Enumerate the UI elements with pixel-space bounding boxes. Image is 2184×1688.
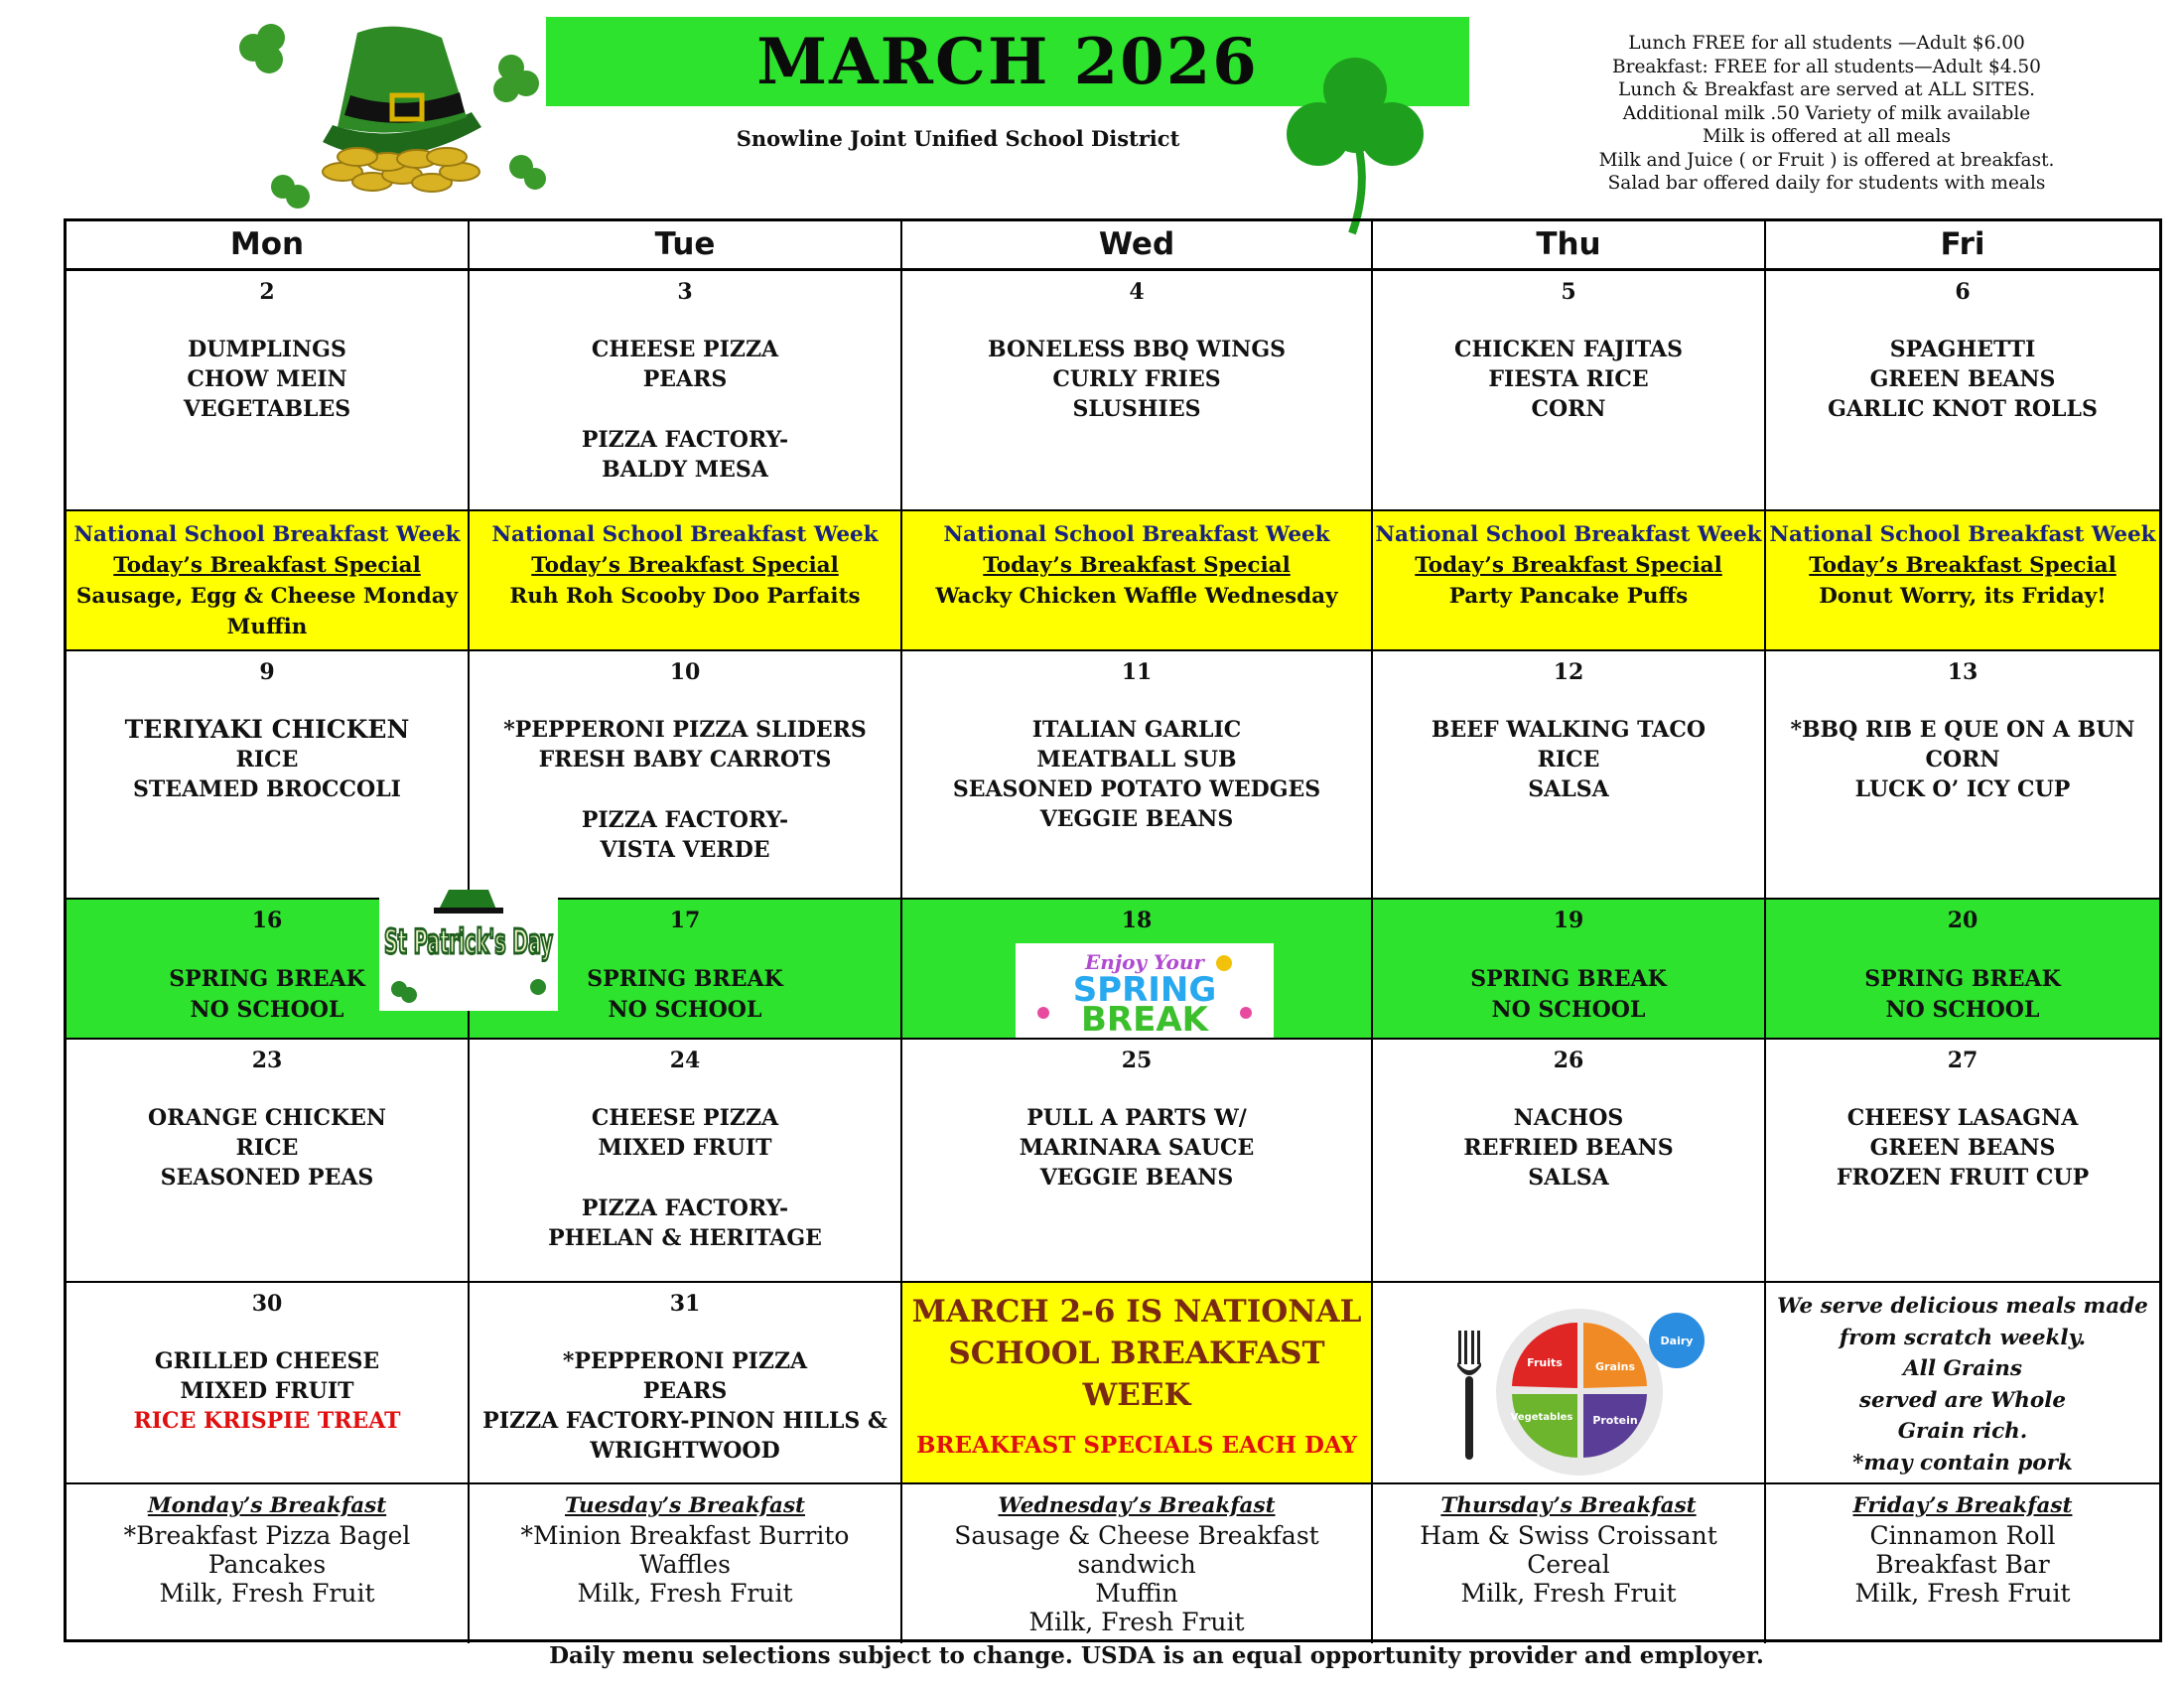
breakfast-item: Sausage & Cheese Breakfast sandwich (954, 1521, 1319, 1579)
menu-item: CURLY FRIES (1052, 366, 1221, 392)
menu-item: CHOW MEIN (187, 366, 347, 392)
footer-disclaimer: Daily menu selections subject to change. USDA is an equal opportunity provider and employer. (549, 1642, 1764, 1669)
lunch-menu (67, 335, 468, 424)
date-number: 19 (1553, 908, 1584, 933)
vegetables-label: Vegetables (1510, 1412, 1573, 1423)
menu-item: MIXED FRUIT (180, 1378, 354, 1404)
spring-break-cell (1766, 900, 2159, 1040)
spring-break-label: SPRING BREAK (1470, 966, 1667, 992)
special-item: Sausage, Egg & Cheese Monday Muffin (75, 584, 459, 639)
breakfast-heading: Monday’s Breakfast (147, 1493, 387, 1518)
breakfast-item: Cinnamon Roll (1869, 1521, 2056, 1550)
day-cell (1766, 1040, 2159, 1283)
lunch-menu (67, 1346, 468, 1436)
date-number: 20 (1947, 908, 1979, 933)
breakfast-heading: Wednesday’s Breakfast (998, 1493, 1276, 1518)
menu-item: PIZZA FACTORY- (581, 427, 789, 453)
date-number: 5 (1561, 279, 1576, 305)
note-line: from scratch weekly. (1839, 1325, 2087, 1350)
menu-item: PIZZA FACTORY- (581, 1196, 789, 1221)
menu-item: FIESTA RICE (1488, 366, 1649, 392)
menu-item: *PEPPERONI PIZZA (562, 1348, 808, 1374)
date-number: 6 (1955, 279, 1971, 305)
day-header-thu: Thu (1373, 221, 1766, 271)
menu-item: SALSA (1528, 1165, 1609, 1191)
menu-item: RICE (1537, 747, 1600, 773)
menu-item: *PEPPERONI PIZZA SLIDERS (503, 717, 867, 743)
menu-item: CHEESE PIZZA (591, 337, 779, 362)
breakfast-week-label: National School Breakfast Week (1769, 522, 2156, 547)
menu-item: TERIYAKI CHICKEN (124, 715, 410, 744)
breakfast-item: Breakfast Bar (1875, 1550, 2050, 1579)
special-item: Ruh Roh Scooby Doo Parfaits (509, 584, 861, 609)
day-cell (67, 1040, 470, 1283)
menu-item: SPAGHETTI (1889, 337, 2036, 362)
breakfast-heading: Friday’s Breakfast (1852, 1493, 2073, 1518)
lunch-menu (470, 1346, 900, 1466)
breakfast-item: *Breakfast Pizza Bagel (123, 1521, 411, 1550)
notice-heading (912, 1291, 1362, 1416)
menu-item: SEASONED POTATO WEDGES (952, 776, 1321, 802)
menu-item: NACHOS (1513, 1105, 1624, 1131)
menu-item: GREEN BEANS (1869, 366, 2056, 392)
menu-item: CORN (1531, 396, 1606, 422)
breakfast-heading: Thursday’s Breakfast (1440, 1493, 1697, 1518)
todays-special-label: Today’s Breakfast Special (531, 553, 839, 578)
menu-item: BONELESS BBQ WINGS (987, 337, 1287, 362)
note-line: served are Whole (1858, 1387, 2067, 1413)
shamrock-icon (1281, 50, 1430, 238)
breakfast-item: Cereal (1527, 1550, 1610, 1579)
menu-item: BALDY MESA (602, 457, 768, 483)
spring-break-label: SPRING BREAK (169, 966, 365, 992)
no-school-label: NO SCHOOL (1885, 997, 2040, 1023)
menu-item: PULL A PARTS W/ (1026, 1105, 1247, 1131)
lunch-menu (1766, 715, 2159, 804)
breakfast-cell (1373, 1484, 1766, 1643)
note-line: We serve delicious meals made (1777, 1294, 2148, 1319)
no-school-label: NO SCHOOL (608, 997, 762, 1023)
menu-item: FROZEN FRUIT CUP (1836, 1165, 2090, 1191)
breakfast-week-label: National School Breakfast Week (491, 522, 879, 547)
lunch-menu (902, 1103, 1371, 1193)
menu-item: GRILLED CHEESE (154, 1348, 380, 1374)
scratch-cooking-note (1766, 1283, 2159, 1484)
date-number: 16 (251, 908, 283, 933)
breakfast-item: Ham & Swiss Croissant (1420, 1521, 1717, 1550)
meal-pricing-info (1554, 32, 2100, 196)
lunch-menu (902, 715, 1371, 834)
menu-item: VEGGIE BEANS (1039, 1165, 1234, 1191)
menu-item: WRIGHTWOOD (590, 1438, 780, 1464)
todays-special-label: Today’s Breakfast Special (1415, 553, 1722, 578)
day-cell (1766, 271, 2159, 511)
lunch-menu (470, 335, 900, 485)
breakfast-special-cell (1373, 511, 1766, 651)
menu-item: PHELAN & HERITAGE (548, 1225, 822, 1251)
date-number: 30 (251, 1291, 283, 1317)
spring-break-label: SPRING BREAK (1864, 966, 2061, 992)
menu-item: GARLIC KNOT ROLLS (1828, 396, 2098, 422)
menu-item: PIZZA FACTORY- (581, 807, 789, 833)
spring-break-cell (1373, 900, 1766, 1040)
page-title: MARCH 2026 (756, 24, 1259, 99)
menu-item: SLUSHIES (1072, 396, 1201, 422)
menu-item: *BBQ RIB E QUE ON A BUN (1790, 717, 2135, 743)
lunch-menu (1766, 335, 2159, 424)
fork-icon (1454, 1331, 1484, 1460)
notice-heading-line: MARCH 2-6 IS NATIONAL (911, 1294, 1362, 1330)
special-item: Donut Worry, its Friday! (1819, 584, 2107, 609)
day-cell (1373, 271, 1766, 511)
menu-item: STEAMED BROCCOLI (133, 776, 401, 802)
menu-item: VISTA VERDE (600, 837, 770, 863)
menu-item: REFRIED BEANS (1463, 1135, 1674, 1161)
breakfast-item: Milk, Fresh Fruit (159, 1579, 375, 1608)
lunch-menu (1373, 335, 1764, 424)
breakfast-cell (902, 1484, 1373, 1643)
breakfast-item: Milk, Fresh Fruit (1028, 1608, 1245, 1636)
breakfast-item: Pancakes (207, 1550, 327, 1579)
day-cell (67, 271, 470, 511)
breakfast-cell (470, 1484, 902, 1643)
info-line: Lunch & Breakfast are served at ALL SITES. (1618, 79, 2035, 100)
note-line: *may contain pork (1852, 1450, 2073, 1476)
no-school-label: NO SCHOOL (190, 997, 344, 1023)
menu-item: PEARS (642, 366, 728, 392)
info-line: Milk and Juice ( or Fruit ) is offered at breakfast. (1598, 149, 2055, 171)
date-number: 3 (677, 279, 693, 305)
info-line: Lunch FREE for all students —Adult $6.00 (1628, 33, 2025, 54)
day-cell (902, 651, 1373, 900)
breakfast-week-label: National School Breakfast Week (73, 522, 461, 547)
protein-label: Protein (1592, 1414, 1638, 1427)
breakfast-item: Waffles (639, 1550, 731, 1579)
page-header (0, 0, 2184, 220)
spring-break-cell (902, 900, 1373, 1040)
breakfast-item: Muffin (1095, 1579, 1178, 1608)
date-number: 9 (259, 659, 275, 685)
breakfast-special-cell (470, 511, 902, 651)
notice-subheading: BREAKFAST SPECIALS EACH DAY (915, 1432, 1358, 1459)
dairy-label: Dairy (1660, 1335, 1694, 1347)
menu-item: MARINARA SAUCE (1019, 1135, 1255, 1161)
date-number: 18 (1121, 908, 1153, 933)
spring-break-mid-text: SPRING (1072, 970, 1217, 1010)
date-number: 25 (1121, 1048, 1153, 1073)
menu-item: CHICKEN FAJITAS (1454, 337, 1683, 362)
day-header-fri: Fri (1766, 221, 2159, 271)
day-cell (470, 1283, 902, 1484)
st-patricks-day-icon (379, 892, 558, 1011)
myplate-icon (1490, 1301, 1708, 1479)
lunch-menu (67, 1103, 468, 1193)
menu-item: ORANGE CHICKEN (148, 1105, 386, 1131)
menu-item: GREEN BEANS (1869, 1135, 2056, 1161)
day-cell (1373, 651, 1766, 900)
day-cell (902, 1040, 1373, 1283)
spring-break-label: SPRING BREAK (587, 966, 783, 992)
grains-label: Grains (1594, 1360, 1636, 1373)
breakfast-item: Milk, Fresh Fruit (577, 1579, 793, 1608)
todays-special-label: Today’s Breakfast Special (983, 553, 1291, 578)
info-line: Additional milk .50 Variety of milk available (1622, 102, 2031, 124)
day-cell (67, 1283, 470, 1484)
menu-item: LUCK O’ ICY CUP (1854, 776, 2071, 802)
breakfast-week-notice (902, 1283, 1373, 1484)
lunch-menu (67, 715, 468, 804)
breakfast-heading: Tuesday’s Breakfast (565, 1493, 805, 1518)
day-header-mon: Mon (67, 221, 470, 271)
date-number: 2 (259, 279, 275, 305)
menu-item: FRESH BABY CARROTS (538, 747, 832, 773)
date-number: 12 (1553, 659, 1584, 685)
menu-item: PEARS (642, 1378, 728, 1404)
special-item: Party Pancake Puffs (1448, 584, 1689, 609)
breakfast-item: Milk, Fresh Fruit (1854, 1579, 2071, 1608)
fruits-label: Fruits (1527, 1356, 1563, 1369)
info-line: Breakfast: FREE for all students—Adult $4.50 (1612, 56, 2041, 77)
date-number: 13 (1947, 659, 1979, 685)
myplate-cell (1373, 1283, 1766, 1484)
day-header-tue: Tue (470, 221, 902, 271)
notice-heading-line: SCHOOL BREAKFAST (948, 1336, 1325, 1371)
menu-item: DUMPLINGS (188, 337, 346, 362)
menu-item: SALSA (1528, 776, 1609, 802)
menu-item: CHEESY LASAGNA (1846, 1105, 2079, 1131)
enjoy-spring-break-icon (1016, 943, 1274, 1038)
lunch-menu (1373, 715, 1764, 804)
lunch-menu (902, 335, 1371, 424)
date-number: 11 (1121, 659, 1153, 685)
date-number: 23 (251, 1048, 283, 1073)
info-line: Milk is offered at all meals (1703, 126, 1951, 147)
menu-item: VEGETABLES (183, 396, 351, 422)
spring-break-bot-text: BREAK (1081, 1000, 1208, 1040)
spring-break-top-text: Enjoy Your (1085, 950, 1204, 974)
menu-item: BEEF WALKING TACO (1431, 717, 1706, 743)
day-cell (470, 271, 902, 511)
special-item: Wacky Chicken Waffle Wednesday (935, 584, 1338, 609)
date-number: 27 (1947, 1048, 1979, 1073)
day-header-wed: Wed (902, 221, 1373, 271)
lunch-menu (1766, 1103, 2159, 1193)
day-cell (470, 1040, 902, 1283)
breakfast-item: *Minion Breakfast Burrito (520, 1521, 850, 1550)
notice-heading-line: WEEK (1082, 1377, 1191, 1413)
date-number: 4 (1129, 279, 1145, 305)
menu-item: SEASONED PEAS (160, 1165, 374, 1191)
date-number: 10 (669, 659, 701, 685)
breakfast-item: Milk, Fresh Fruit (1460, 1579, 1677, 1608)
day-cell (902, 271, 1373, 511)
menu-item: ITALIAN GARLIC (1031, 717, 1242, 743)
todays-special-label: Today’s Breakfast Special (1809, 553, 2116, 578)
breakfast-special-cell (1766, 511, 2159, 651)
menu-item: RICE (235, 1135, 299, 1161)
breakfast-week-label: National School Breakfast Week (943, 522, 1330, 547)
note-line: Grain rich. (1897, 1419, 2028, 1444)
breakfast-cell (1766, 1484, 2159, 1643)
menu-item: VEGGIE BEANS (1039, 806, 1234, 832)
breakfast-special-cell (902, 511, 1373, 651)
no-school-label: NO SCHOOL (1491, 997, 1646, 1023)
info-line: Salad bar offered daily for students with meals (1607, 173, 2046, 194)
leprechaun-hat-icon (223, 8, 551, 216)
menu-item: PIZZA FACTORY-PINON HILLS & (482, 1408, 887, 1434)
menu-item: CHEESE PIZZA (591, 1105, 779, 1131)
date-number: 24 (669, 1048, 701, 1073)
todays-special-label: Today’s Breakfast Special (113, 553, 421, 578)
day-cell (1373, 1040, 1766, 1283)
day-cell (67, 651, 470, 900)
menu-item: CORN (1925, 747, 2000, 773)
lunch-menu (470, 715, 900, 865)
menu-item: MIXED FRUIT (598, 1135, 772, 1161)
breakfast-cell (67, 1484, 470, 1643)
district-name: Snowline Joint Unified School District (736, 126, 1180, 151)
note-line: All Grains (1902, 1356, 2023, 1381)
menu-item: MEATBALL SUB (1036, 747, 1237, 773)
day-cell (1766, 651, 2159, 900)
breakfast-special-cell (67, 511, 470, 651)
date-number: 31 (669, 1291, 701, 1317)
menu-item-highlight: RICE KRISPIE TREAT (133, 1408, 401, 1434)
day-cell (470, 651, 902, 900)
lunch-menu (1373, 1103, 1764, 1193)
lunch-menu (470, 1103, 900, 1253)
date-number: 17 (669, 908, 701, 933)
breakfast-week-label: National School Breakfast Week (1375, 522, 1762, 547)
st-patricks-text: St Patrick's Day (384, 922, 553, 962)
date-number: 26 (1553, 1048, 1584, 1073)
menu-item: RICE (235, 747, 299, 773)
